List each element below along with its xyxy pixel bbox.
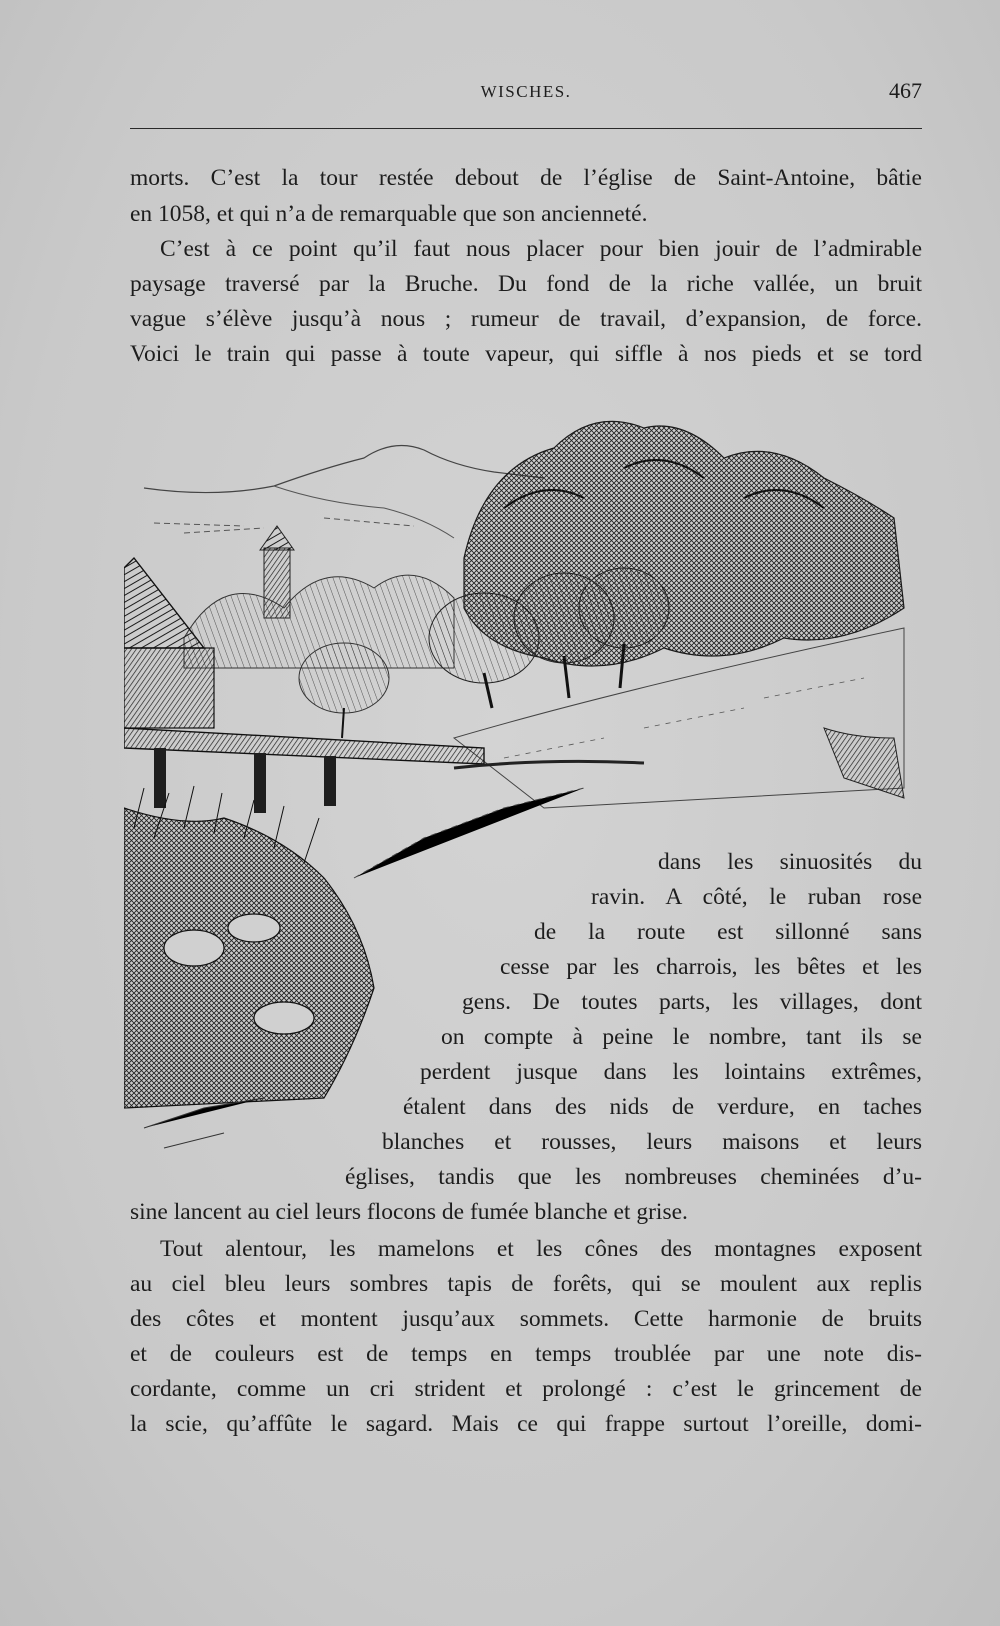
- text-line: dans les sinuosités du: [658, 849, 922, 875]
- header-rule: [130, 128, 922, 129]
- text-line: et de couleurs est de temps en temps troublée par une note dis-: [130, 1341, 922, 1367]
- text-line: étalent dans des nids de verdure, en taches: [403, 1094, 922, 1120]
- running-head: WISCHES.: [480, 82, 572, 101]
- text-line: blanches et rousses, leurs maisons et leurs: [382, 1129, 922, 1155]
- page-number: 467: [889, 78, 922, 103]
- text-line: Tout alentour, les mamelons et les cônes des montagnes exposent: [160, 1236, 922, 1262]
- text-line: ravin. A côté, le ruban rose: [591, 884, 922, 910]
- text-line: on compte à peine le nombre, tant ils se: [441, 1024, 922, 1050]
- text-line: la scie, qu’affûte le sagard. Mais ce qui frappe surtout l’oreille, domi-: [130, 1411, 922, 1437]
- text-line: cesse par les charrois, les bêtes et les: [500, 954, 922, 980]
- landscape-engraving: [124, 408, 936, 1208]
- text-line: paysage traversé par la Bruche. Du fond de la riche vallée, un bruit: [130, 271, 922, 297]
- text-line: morts. C’est la tour restée debout de l’église de Saint-Antoine, bâtie: [130, 165, 922, 191]
- text-line: cordante, comme un cri strident et prolongé : c’est le grincement de: [130, 1376, 922, 1402]
- text-line: vague s’élève jusqu’à nous ; rumeur de travail, d’expansion, de force.: [130, 306, 922, 332]
- text-line: Voici le train qui passe à toute vapeur, qui siffle à nos pieds et se tord: [130, 341, 922, 367]
- text-line: gens. De toutes parts, les villages, dont: [462, 989, 922, 1015]
- text-line: au ciel bleu leurs sombres tapis de forêts, qui se moulent aux replis: [130, 1271, 922, 1297]
- text-line: sine lancent au ciel leurs flocons de fumée blanche et grise.: [130, 1199, 688, 1225]
- text-line: perdent jusque dans les lointains extrêmes,: [420, 1059, 922, 1085]
- text-line: églises, tandis que les nombreuses cheminées d’u-: [345, 1164, 922, 1190]
- text-line: des côtes et montent jusqu’aux sommets. Cette harmonie de bruits: [130, 1306, 922, 1332]
- page-header: [130, 78, 922, 108]
- text-line: de la route est sillonné sans: [534, 919, 922, 945]
- text-line: en 1058, et qui n’a de remarquable que son ancienneté.: [130, 201, 648, 227]
- text-line: C’est à ce point qu’il faut nous placer pour bien jouir de l’admirable: [160, 236, 922, 262]
- landscape-engraving-drawing: [124, 408, 936, 1208]
